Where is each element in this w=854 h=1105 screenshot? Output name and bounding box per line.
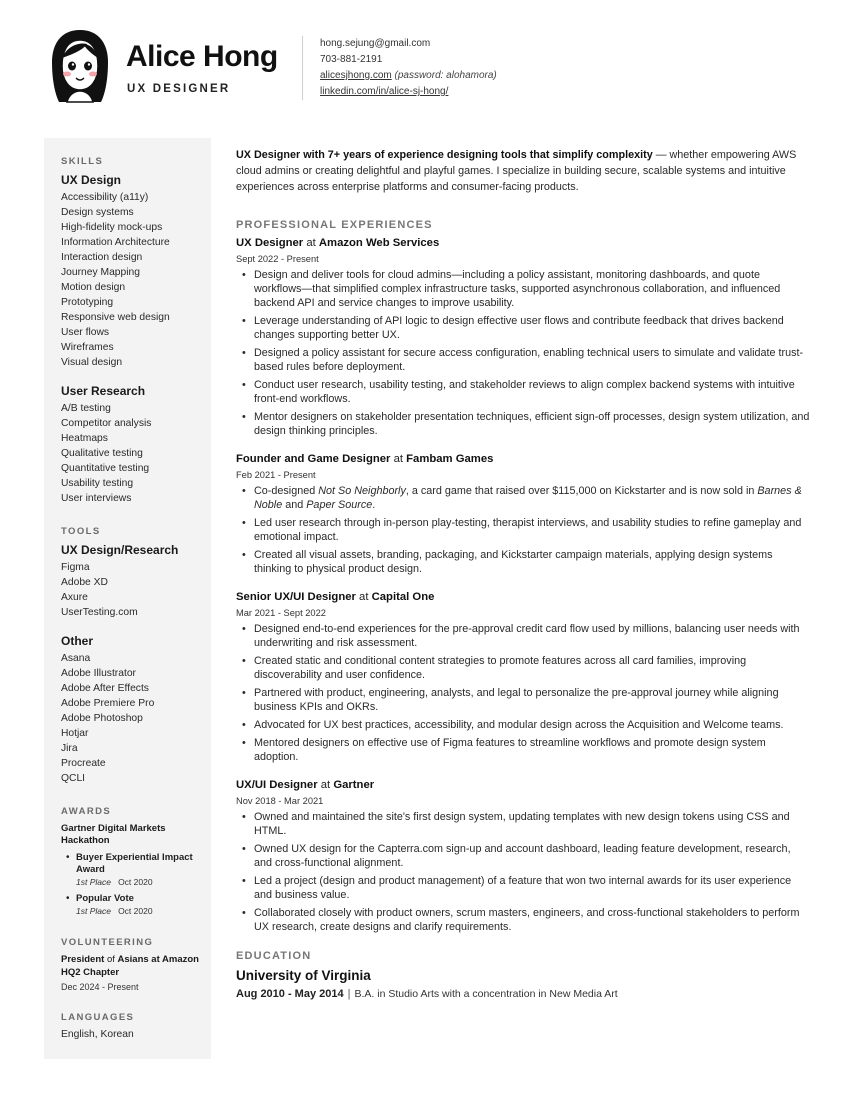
email-text[interactable]: hong.sejung@gmail.com — [320, 38, 431, 49]
retailer-name: Barnes & Noble — [254, 485, 802, 511]
tool-item: Procreate — [61, 758, 106, 769]
skill-item: Accessibility (a11y) — [61, 192, 149, 203]
job-at: at — [306, 237, 316, 249]
award-place: 1st Place — [76, 877, 111, 887]
skill-item: Visual design — [61, 357, 123, 368]
skill-item: Qualitative testing — [61, 448, 143, 459]
education-dates: Aug 2010 - May 2014 — [236, 988, 344, 1000]
education-degree: B.A. in Studio Arts with a concentration in New Media Art — [354, 988, 618, 1000]
skill-item: Usability testing — [61, 478, 134, 489]
award-date: Oct 2020 — [118, 877, 153, 887]
job-bullet: • Led a project (design and product management) of a feature that won two internal awards for its user experience and business value. — [236, 874, 810, 902]
job-bullet: • Designed end-to-end experiences for the pre-approval credit card flow used by millions, balancing user needs with underwriting and risk assessment. — [236, 622, 810, 650]
skills-section — [61, 156, 201, 506]
job-dates: Mar 2021 - Sept 2022 — [236, 608, 326, 618]
job-bullet: • Conduct user research, usability testing, and stakeholder reviews to align complex backend systems with intuitive front-end workflows. — [236, 378, 810, 406]
skill-item: Responsive web design — [61, 312, 170, 323]
summary-lead: UX Designer with 7+ years of experience designing tools that simplify complexity — [236, 149, 653, 161]
game-title: Not So Neighborly — [318, 485, 406, 497]
skill-item: A/B testing — [61, 403, 111, 414]
skill-item: Wireframes — [61, 342, 114, 353]
job-bullet: • Co-designed Not So Neighborly, a card game that raised over $115,000 on Kickstarter and is now sold in Barnes & Noble and Paper Source. — [236, 484, 810, 512]
volunteering-label: VOLUNTEERING — [61, 937, 154, 948]
award-meta — [76, 876, 201, 888]
tool-group-title: Other — [61, 634, 94, 648]
volunteer-of: of — [106, 954, 115, 965]
job-at: at — [359, 591, 369, 603]
tool-item: Axure — [61, 592, 88, 603]
skill-item: Journey Mapping — [61, 267, 140, 278]
job-bullet: • Led user research through in-person play-testing, therapist interviews, and usability studies to refine gameplay and emotional impact. — [236, 516, 810, 544]
candidate-name: Alice Hong — [126, 40, 278, 73]
portfolio-row — [320, 68, 497, 84]
job-bullets — [236, 484, 810, 576]
education-school: University of Virginia — [236, 968, 371, 983]
awards-label: AWARDS — [61, 806, 112, 817]
linkedin-link[interactable]: linkedin.com/in/alice-sj-hong/ — [320, 86, 449, 97]
portfolio-link[interactable]: alicesjhong.com — [320, 70, 392, 81]
skill-item: Competitor analysis — [61, 418, 152, 429]
volunteer-org: Asians at Amazon HQ2 Chapter — [61, 954, 199, 978]
job-bullets — [236, 622, 810, 764]
skill-item: User interviews — [61, 493, 132, 504]
skill-item: Motion design — [61, 282, 126, 293]
job-dates: Feb 2021 - Present — [236, 470, 316, 480]
job-bullet: • Created static and conditional content strategies to promote features across all card families, improving discoverability and user confidence. — [236, 654, 810, 682]
ux-design-skill-list — [61, 190, 201, 370]
award-item — [66, 852, 201, 888]
job-entry — [236, 453, 810, 576]
job-dates: Nov 2018 - Mar 2021 — [236, 796, 324, 806]
job-company: Capital One — [371, 591, 435, 603]
job-title: Senior UX/UI Designer — [236, 591, 356, 603]
languages-label: LANGUAGES — [61, 1012, 135, 1023]
avatar-illustration — [47, 28, 113, 106]
tool-item: QCLI — [61, 773, 86, 784]
job-title: UX Designer — [236, 237, 304, 249]
job-bullet: • Owned UX design for the Capterra.com sign-up and account dashboard, leading feature development, research, and cross-functional alignment. — [236, 842, 810, 870]
job-dates: Sept 2022 - Present — [236, 254, 319, 264]
job-entry — [236, 237, 810, 438]
award-event-title: Gartner Digital Markets Hackathon — [61, 823, 166, 846]
job-at: at — [393, 453, 403, 465]
job-bullet: • Advocated for UX best practices, accessibility, and modular design across the Acquisition and Welcome teams. — [236, 718, 810, 732]
skill-group-title: UX Design — [61, 173, 122, 187]
job-heading — [236, 779, 810, 791]
job-heading — [236, 237, 810, 249]
job-bullet: • Designed a policy assistant for secure access configuration, enabling technical users to simulate and validate trust-based rules before deployment. — [236, 346, 810, 374]
award-meta — [76, 905, 201, 917]
tool-item: Figma — [61, 562, 90, 573]
job-company: Fambam Games — [406, 453, 494, 465]
skill-item: User flows — [61, 327, 110, 338]
awards-section — [61, 806, 201, 917]
volunteering-date: Dec 2024 - Present — [61, 982, 139, 992]
job-title: UX/UI Designer — [236, 779, 318, 791]
skill-item: Heatmaps — [61, 433, 108, 444]
job-company: Amazon Web Services — [318, 237, 440, 249]
skill-item: Interaction design — [61, 252, 143, 263]
tool-item: Adobe After Effects — [61, 683, 149, 694]
skills-label: SKILLS — [61, 156, 104, 167]
portfolio-password-note: (password: alohamora) — [394, 70, 497, 81]
education-heading: EDUCATION — [236, 950, 312, 962]
skill-item: Design systems — [61, 207, 134, 218]
job-bullet: • Mentored designers on effective use of Figma features to streamline workflows and promote design system adoption. — [236, 736, 810, 764]
job-at: at — [320, 779, 331, 791]
summary-body: — whether empowering AWS cloud admins or creating delightful and playful games. I specialize in building secure, scalable systems and intuitive experiences across enterprise platforms and consumer-facing products. — [236, 149, 797, 193]
avatar — [47, 28, 113, 106]
award-name: • Buyer Experiential Impact Award — [76, 852, 193, 875]
tools-section — [61, 526, 201, 786]
award-list — [61, 852, 201, 917]
award-place: 1st Place — [76, 906, 111, 916]
job-bullet: • Collaborated closely with product owners, scrum masters, engineers, and cross-functional stakeholders to perform UX research, create designs and clarify requirements. — [236, 906, 810, 934]
languages-text: English, Korean — [61, 1029, 134, 1040]
phone-text[interactable]: 703-881-2191 — [320, 54, 383, 65]
candidate-role: UX DESIGNER — [127, 83, 231, 95]
volunteering-section — [61, 937, 201, 992]
job-entry — [236, 591, 810, 764]
user-research-skill-list — [61, 401, 201, 506]
tool-item: UserTesting.com — [61, 607, 138, 618]
tool-item: Jira — [61, 743, 78, 754]
retailer-name: Paper Source — [306, 499, 373, 511]
job-entry — [236, 779, 810, 934]
job-bullet: • Partnered with product, engineering, analysts, and legal to personalize the pre-approval journey while aligning business KPIs and OKRs. — [236, 686, 810, 714]
job-bullet: • Leverage understanding of API logic to design effective user flows and contribute feedback that drives backend changes supporting better UX. — [236, 314, 810, 342]
volunteer-position: President — [61, 954, 105, 965]
job-heading — [236, 591, 810, 603]
education-details — [236, 988, 810, 1000]
skill-item: High-fidelity mock-ups — [61, 222, 163, 233]
award-name: • Popular Vote — [76, 893, 134, 904]
summary — [236, 147, 810, 195]
tool-group-title: UX Design/Research — [61, 543, 179, 557]
ux-tools-list — [61, 560, 201, 620]
sidebar — [44, 138, 211, 1059]
award-date: Oct 2020 — [118, 906, 153, 916]
job-title: Founder and Game Designer — [236, 453, 391, 465]
job-bullet: • Mentor designers on stakeholder presentation techniques, efficient sign-off processes, design system utilization, and design thinking principles. — [236, 410, 810, 438]
job-bullet: • Design and deliver tools for cloud admins—including a policy assistant, monitoring dashboards, and quote workflows—that simplified complex infrastructure tasks, supported asynchronous collaboration, and influenced backend API and service changes to improve usability. — [236, 268, 810, 310]
header-divider — [302, 36, 303, 100]
contact-block — [320, 36, 497, 100]
tool-item: Hotjar — [61, 728, 89, 739]
skill-item: Quantitative testing — [61, 463, 150, 474]
tool-item: Adobe Photoshop — [61, 713, 143, 724]
volunteering-role — [61, 954, 201, 979]
tool-item: Adobe XD — [61, 577, 108, 588]
tool-item: Asana — [61, 653, 91, 664]
skill-group-title: User Research — [61, 384, 146, 398]
job-bullets — [236, 268, 810, 438]
job-bullet: • Created all visual assets, branding, packaging, and Kickstarter campaign materials, applying design systems thinking to physical product design. — [236, 548, 810, 576]
tool-item: Adobe Premiere Pro — [61, 698, 155, 709]
languages-section — [61, 1012, 201, 1040]
main-content — [236, 147, 810, 1000]
job-heading — [236, 453, 810, 465]
experience-heading: PROFESSIONAL EXPERIENCES — [236, 219, 433, 231]
job-company: Gartner — [333, 779, 375, 791]
skill-item: Information Architecture — [61, 237, 170, 248]
education-separator: | — [347, 988, 351, 1000]
other-tools-list — [61, 651, 201, 786]
job-bullet: • Owned and maintained the site's first design system, updating templates with new design tokens using CSS and HTML. — [236, 810, 810, 838]
tools-label: TOOLS — [61, 526, 101, 537]
skill-item: Prototyping — [61, 297, 114, 308]
tool-item: Adobe Illustrator — [61, 668, 136, 679]
award-item — [66, 893, 201, 917]
job-bullets — [236, 810, 810, 934]
